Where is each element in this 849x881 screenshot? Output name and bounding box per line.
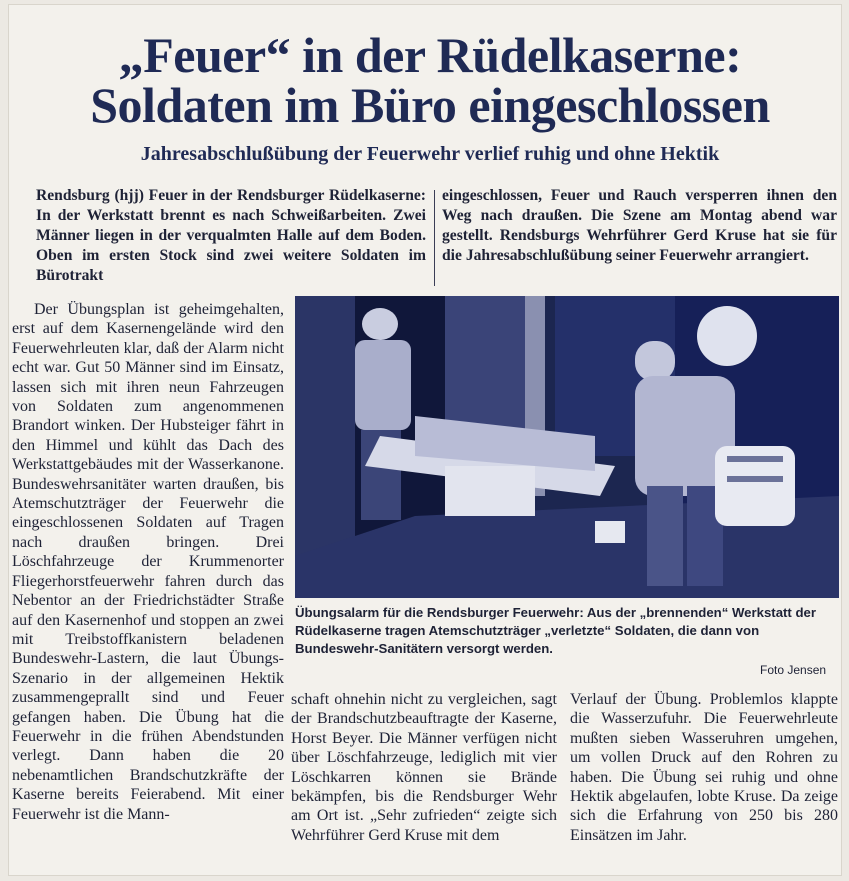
body-column-3: Verlauf der Übung. Problemlos klappte die Wasserzufuhr. Die Feuerwehrleute mußten sieben Wasseruhren umgehen, um vollen Druck auf den Rohren zu haben. Die Übung sei ruhig und ohne Hektik abgelaufen, lobte Kruse. Da zeige sich die Erfahrung von 250 bis 280 Einsätzen im Jahr. [570, 691, 838, 844]
subheadline: Jahresabschlußübung der Feuerwehr verlief ruhig und ohne Hektik [140, 143, 720, 165]
lead-paragraph-right: eingeschlossen, Feuer und Rauch versperren ihnen den Weg nach draußen. Die Szene am Montag abend war gestellt. Rendsburgs Wehrführer Gerd Kruse hat sie für die Jahresabschlußübung seiner Feuerwehr arrangiert. [442, 187, 837, 264]
body-column-1: Der Übungsplan ist geheimgehalten, erst auf dem Kasernengelände wird den Feuerwehrleuten klar, daß der Alarm nicht echt war. Gut 50 Männer sind im Einsatz, lassen sich mit ihren neun Fahrzeugen von Soldaten zum angenommenen Brandort winken. Der Hubsteiger fährt in den Himmel und kühlt das Dach des Werkstattgebäudes mit der Wasserkanone. Bundeswehrsanitäter warten draußen, bis Atemschutzträger der Feuerwehr die eingeschlossenen Soldaten auf Tragen nach draußen bringen. Drei Löschfahrzeuge der Krummenorter Fliegerhorstfeuerwehr fahren durch das Nebentor an der Friedrichstädter Straße auf den Kasernenhof und stoppen an zwei mit Treibstoffkanistern beladenen Bundeswehr-Lastern, die laut Übungs-Szenario in der allgemeinen Hektik zusammengeprallt sind und Feuer gefangen haben. Die Übung hat die Feuerwehr in die frühen Abendstunden verlegt. Dann haben die 20 nebenamtlichen Brandschutzkräfte der Kaserne bereits Feierabend. Mit einer Feuerwehr ist die Mann- [12, 301, 284, 823]
photo-caption: Übungsalarm für die Rendsburger Feuerwehr: Aus der „brennenden“ Werkstatt der Rüdelkaserne tragen Atemschutzträger „verletzte“ Soldaten, die dann von Bundeswehr-Sanitätern versorgt werden. [295, 605, 817, 656]
headline-line-1: „Feuer“ in der Rüdelkaserne: [118, 27, 742, 83]
lead-paragraph-left: Rendsburg (hjj) Feuer in der Rendsburger Rüdelkaserne: In der Werkstatt brennt es nach Schweißarbeiten. Zwei Männer liegen in der verqualmten Halle auf dem Boden. Oben im ersten Stock sind zwei weitere Soldaten im Bürotrakt [36, 187, 426, 284]
photo-credit: Foto Jensen [760, 663, 827, 677]
body-column-2: schaft ohnehin nicht zu vergleichen, sagt der Brandschutzbeauftragte der Kaserne, Horst Beyer. Die Männer verfügen nicht über Löschfahrzeuge, lediglich mit vier Löschkarren können sie Brände bekämpfen, bis die Rendsburger Wehr am Ort ist. „Sehr zufrieden“ zeigte sich Wehrführer Gerd Kruse mit dem [291, 691, 557, 844]
headline [20, 27, 840, 133]
column-divider [434, 190, 435, 286]
headline-line-2: Soldaten im Büro eingeschlossen [90, 77, 770, 133]
firefighter-training-photo [295, 296, 839, 598]
